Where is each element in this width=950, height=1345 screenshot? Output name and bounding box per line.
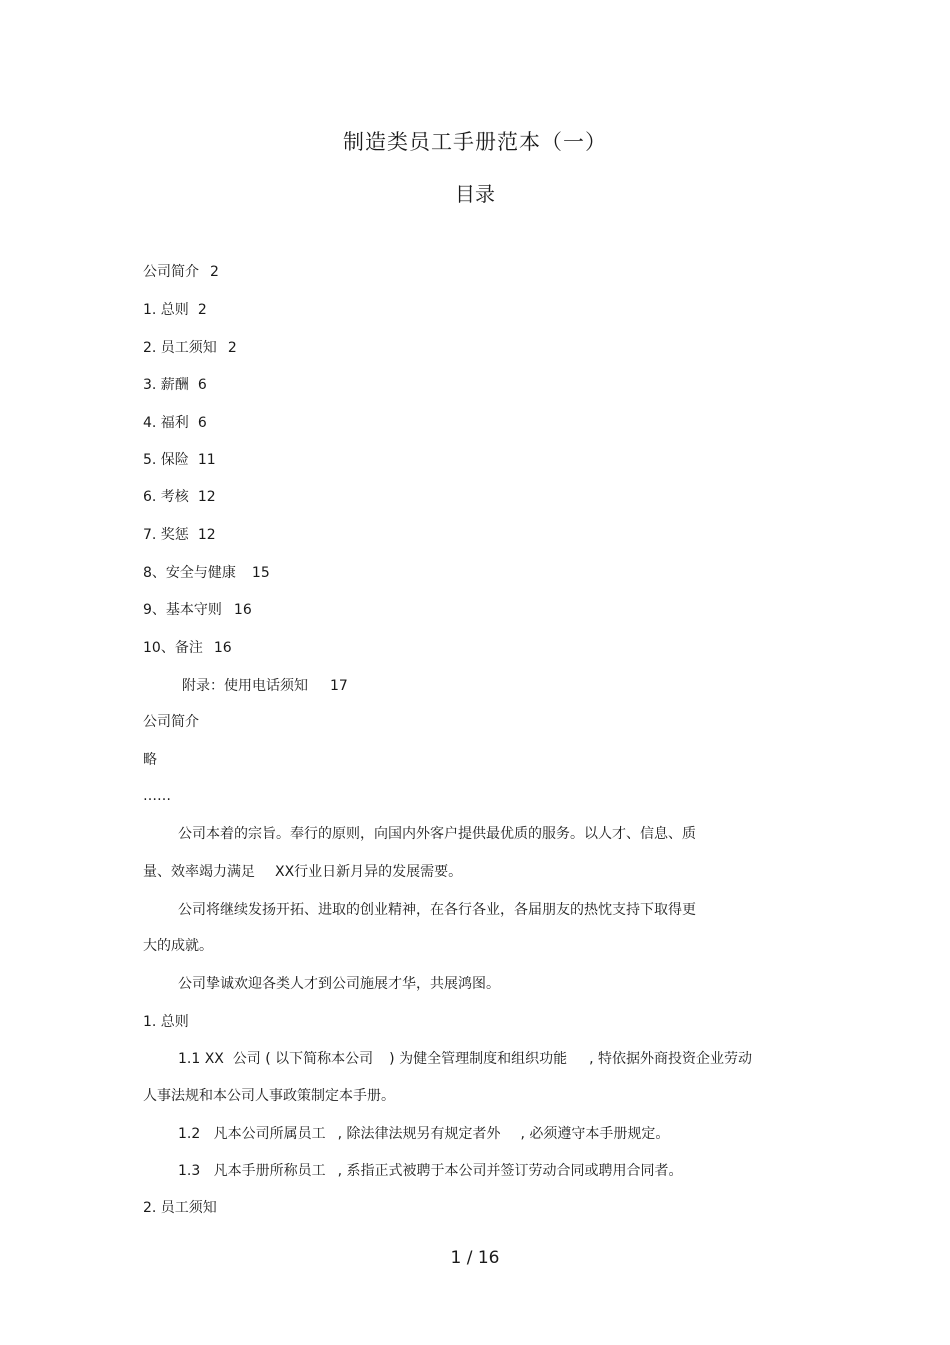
clause-line: 人事法规和本公司人事政策制定本手册。 <box>143 1088 395 1104</box>
paragraph-line: 量、效率竭力满足 XX行业日新月异的发展需要。 <box>143 864 463 880</box>
section-heading: 1. 总则 <box>143 1014 189 1030</box>
document-title: 制造类员工手册范本（一） <box>343 130 607 154</box>
toc-entry: 9、基本守则 16 <box>143 602 252 618</box>
toc-entry: 公司简介 2 <box>143 264 219 280</box>
paragraph-line: 大的成就。 <box>143 938 213 954</box>
clause-line: 1.3 凡本手册所称员工 , 系指正式被聘于本公司并签订劳动合同或聘用合同者。 <box>178 1163 683 1179</box>
toc-entry: 1. 总则 2 <box>143 302 207 318</box>
toc-entry: 5. 保险 11 <box>143 452 216 468</box>
paragraph-line: 公司本着的宗旨。奉行的原则，向国内外客户提供最优质的服务。以人才、信息、质 <box>178 826 696 842</box>
toc-heading: 目录 <box>455 182 495 206</box>
clause-line: 1.1 XX 公司 ( 以下简称本公司 ) 为健全管理制度和组织功能 , 特依据外商投资企业劳动 <box>178 1051 752 1067</box>
toc-entry: 附录：使用电话须知 17 <box>182 678 348 694</box>
page-indicator: 1 / 16 <box>450 1248 500 1268</box>
paragraph-line: 公司将继续发扬开拓、进取的创业精神，在各行各业，各届朋友的热忱支持下取得更 <box>178 902 696 918</box>
toc-entry: 10、备注 16 <box>143 640 232 656</box>
toc-entry: 3. 薪酬 6 <box>143 377 207 393</box>
toc-entry: 2. 员工须知 2 <box>143 340 237 356</box>
clause-line: 1.2 凡本公司所属员工 , 除法律法规另有规定者外 , 必须遵守本手册规定。 <box>178 1126 670 1142</box>
ellipsis: …… <box>143 788 171 804</box>
section-heading: 公司简介 <box>143 714 199 730</box>
body-text: 略 <box>143 752 157 768</box>
toc-entry: 6. 考核 12 <box>143 489 216 505</box>
toc-entry: 7. 奖惩 12 <box>143 527 216 543</box>
toc-entry: 4. 福利 6 <box>143 415 207 431</box>
section-heading: 2. 员工须知 <box>143 1200 217 1216</box>
paragraph-line: 公司挚诚欢迎各类人才到公司施展才华，共展鸿图。 <box>178 976 500 992</box>
toc-entry: 8、安全与健康 15 <box>143 565 270 581</box>
